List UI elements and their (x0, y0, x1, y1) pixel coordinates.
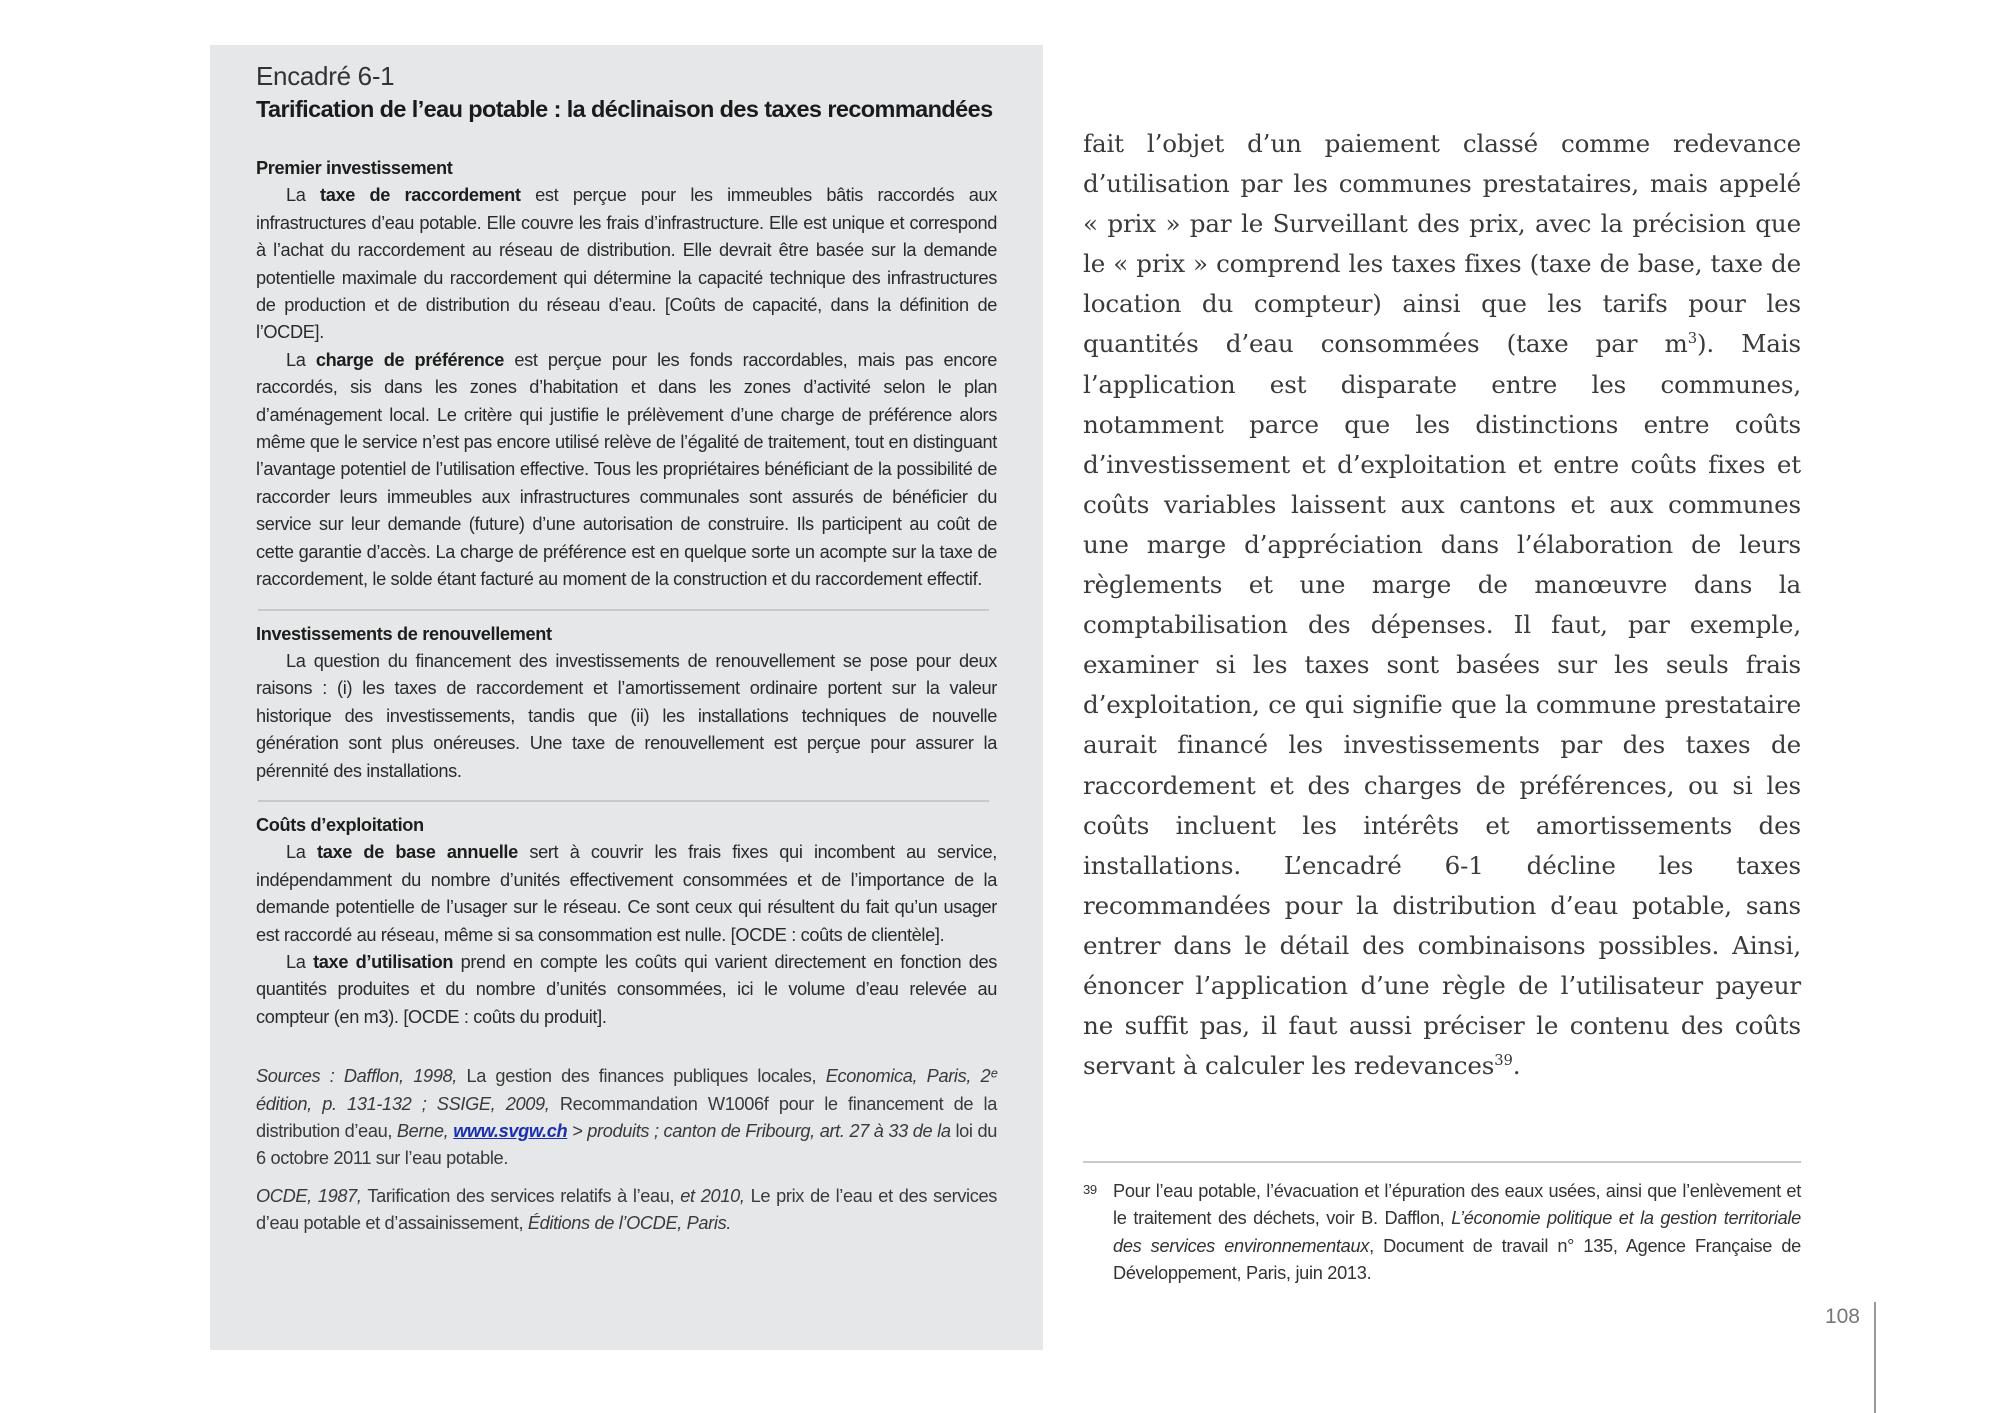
paragraph-taxe-utilisation (256, 949, 997, 1031)
section-heading-couts-exploitation: Coûts d’exploitation (256, 814, 424, 835)
body-text-part: fait l’objet d’un paiement classé comme redevance d’utilisation par les communes prestataires, mais appelé « prix » par le Surveillant des prix, avec la précision que le « prix » comprend les taxes fixes (taxe de base, taxe de location du compteur) ainsi que les tarifs pour les quantités d’eau consommées (taxe par m (1083, 129, 1801, 359)
source-text: La gestion des finances publiques locales, (456, 1066, 826, 1087)
svgw-link[interactable]: www.svgw.ch (453, 1121, 568, 1141)
source-text-italic: OCDE, 1987, (256, 1185, 362, 1206)
source-text-italic: et 2010, (680, 1185, 745, 1206)
footnote-reference[interactable]: 39 (1494, 1051, 1513, 1069)
paragraph-taxe-raccordement (256, 182, 997, 346)
footnote-39 (1083, 1178, 1801, 1288)
source-text-italic: Berne, (396, 1121, 454, 1141)
page-number: 108 (1824, 1305, 1860, 1328)
body-text-part: . (1512, 1051, 1521, 1081)
section-divider (258, 609, 989, 611)
para-text: La (286, 842, 317, 863)
footnote-text-part: , Document de travail n° 135, Agence Française de Développement, Paris, juin 2013. (1113, 1235, 1801, 1284)
paragraph-charge-preference (256, 347, 997, 594)
body-text-part: ). Mais l’application est disparate entre les communes, notamment parce que les distinctions entre coûts d’investissement et d’exploitation et entre coûts fixes et coûts variables laissent aux cantons et aux communes une marge d’appréciation dans l’élaboration de leurs règlements et une marge de manœuvre dans la comptabilisation des dépenses. Il faut, par exemple, examiner si les taxes sont basées sur les seuls frais d’exploitation, ce qui signifie que la commune prestataire aurait financé les investissements par des taxes de raccordement et des charges de préférences, ou si les coûts incluent les intérêts et amortissements des installations. L’encadré 6-1 décline les taxes recommandées pour la distribution d’eau potable, sans entrer dans le détail des combinaisons possibles. Ainsi, énoncer l’application d’une règle de l’utilisateur payeur ne suffit pas, il faut aussi préciser le contenu des coûts servant à calculer les redevances (1083, 329, 1801, 1081)
paragraph-renouvellement: La question du financement des investissements de renouvellement se pose pour deux raisons : (i) les taxes de raccordement et l’amortissement ordinaire portent sur la valeur historique des investissements, tandis que (ii) les installations techniques de nouvelle génération sont plus onéreuses. Une taxe de renouvellement est perçue pour assurer la pérennité des installations. (256, 650, 997, 781)
source-text-italic: > produits ; canton de Fribourg, art. 27 à 33 de la (567, 1121, 951, 1141)
footnote-text (1113, 1178, 1801, 1288)
para-text: est perçue pour les immeubles bâtis raccordés aux infrastructures d’eau potable. Elle couvre les frais d’infrastructure. Elle est unique et correspond à l’achat du raccordement au réseau de distribution. Elle devrait être basée sur la demande potentielle maximale du raccordement qui détermine la capacité technique des infrastructures de production et de distribution du réseau d’eau. [Coûts de capacité, dans la définition de l’OCDE]. (256, 185, 997, 343)
term-bold: taxe de base annuelle (316, 842, 518, 863)
box-title: Tarification de l’eau potable : la déclinaison des taxes recommandées (256, 96, 993, 122)
source-2 (256, 1183, 997, 1238)
section-divider (258, 800, 989, 802)
para-text: sert à couvrir les frais fixes qui incombent au service, indépendamment du nombre d’unités effectivement consommées et de l’importance de la demande potentielle de l’usager sur le réseau. Ce sont ceux qui résultent du fait qu’un usager est raccordé au réseau, même si sa consommation est nulle. [OCDE : coûts de clientèle]. (256, 842, 998, 945)
encadre-box (210, 45, 1043, 1350)
source-text-italic: Éditions de l’OCDE, Paris. (527, 1213, 732, 1234)
page-margin-bar (1874, 1302, 1876, 1413)
term-bold: taxe d’utilisation (313, 951, 454, 972)
superscript-3: 3 (1687, 330, 1697, 348)
source-text: loi du 6 octobre 2011 sur l’eau potable. (256, 1121, 997, 1169)
source-text-italic: Sources : Dafflon, 1998, (256, 1066, 457, 1087)
box-label: Encadré 6-1 (256, 61, 395, 91)
term-bold: taxe de raccordement (320, 185, 521, 206)
source-text: Le prix de l’eau et des services d’eau potable et d’assainissement, (256, 1185, 997, 1234)
section-heading-premier-investissement: Premier investissement (256, 158, 453, 178)
para-text: prend en compte les coûts qui varient directement en fonction des quantités produites et du nombre d’unités consommées, ici le volume d’eau relevée au compteur (en m3). [OCDE : coûts du produit]. (256, 951, 998, 1027)
source-text: Tarification des services relatifs à l’eau, (361, 1185, 681, 1206)
para-text: La (286, 349, 316, 370)
para-text: La (286, 951, 314, 972)
section-heading-renouvellement: Investissements de renouvellement (256, 623, 552, 644)
body-text (1083, 124, 1801, 1086)
source-text: Recommandation W1006f pour le financement de la distribution d’eau, (256, 1093, 998, 1141)
source-text-italic: Economica, Paris, 2ᵉ édition, p. 131-132 ; SSIGE, 2009, (256, 1066, 997, 1114)
source-1 (256, 1063, 997, 1173)
paragraph-taxe-base (256, 839, 997, 949)
footnote-text-part: Pour l’eau potable, l’évacuation et l’épuration des eaux usées, ainsi que l’enlèvement et le traitement des déchets, voir B. Dafflon, (1113, 1181, 1801, 1229)
para-text: est perçue pour les fonds raccordables, mais pas encore raccordés, sis dans les zones d’habitation et dans les zones d’activité selon le plan d’aménagement local. Le critère qui justifie le prélèvement d’une charge de préférence alors même que le service n’est pas encore utilisé relève de l’égalité de traitement, tout en distinguant l’avantage potentiel de l’utilisation effective. Tous les propriétaires bénéficiant de la possibilité de raccorder leurs immeubles aux infrastructures communales sont assurés de bénéficier du service sur leur demande (future) d’une autorisation de construire. Ils participent au coût de cette garantie d’accès. La charge de préférence est en quelque sorte un acompte sur la taxe de raccordement, le solde étant facturé au moment de la construction et du raccordement effectif. (256, 349, 998, 590)
para-text: La (286, 185, 321, 206)
footnote-rule (1083, 1161, 1801, 1163)
footnote-title-italic: L’économie politique et la gestion territoriale des services environnementaux (1113, 1208, 1801, 1256)
sources-block (256, 1063, 997, 1237)
term-bold: charge de préférence (315, 349, 505, 370)
footnote-number: 39 (1083, 1182, 1097, 1197)
